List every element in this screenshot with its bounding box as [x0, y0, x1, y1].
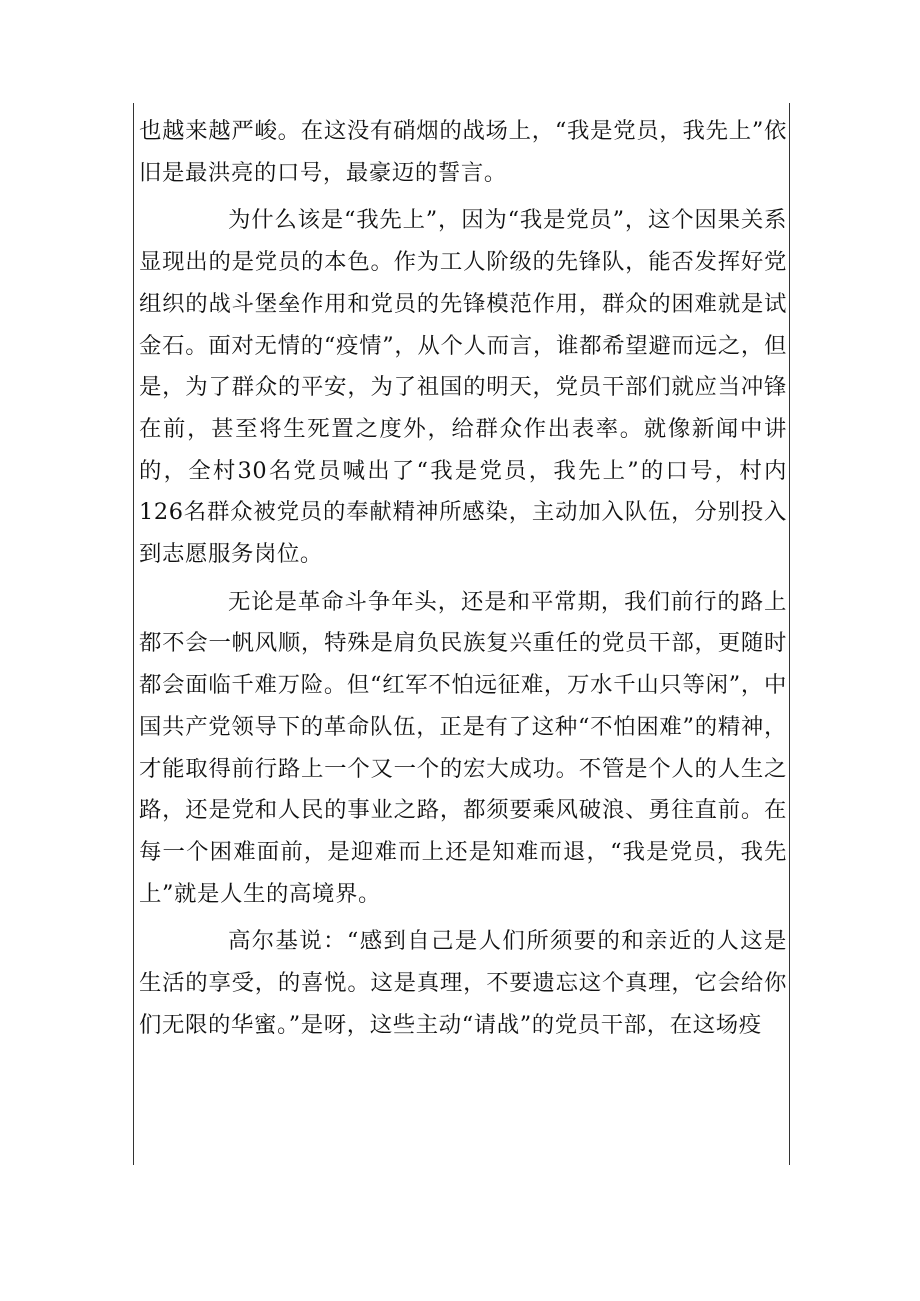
paragraph-4: 高尔基说：“感到自己是人们所须要的和亲近的人这是生活的享受，的喜悦。这是真理，不要遗忘这个真理，它会给你们无限的华蜜。”是呀，这些主动“请战”的党员干部，在这场疫: [139, 928, 787, 1038]
page-frame: [133, 103, 790, 1165]
paragraph-1: 也越来越严峻。在这没有硝烟的战场上，“我是党员，我先上”依旧是最洪亮的口号，最豪迈的誓言。: [139, 118, 787, 186]
paragraph-3: 无论是革命斗争年头，还是和平常期，我们前行的路上都不会一帆风顺，特殊是肩负民族复兴重任的党员干部，更随时都会面临千难万险。但“红军不怕远征难，万水千山只等闲”，中国共产党领导下的革命队伍，正是有了这种“不怕困难”的精神，才能取得前行路上一个又一个的宏大成功。不管是个人的人生之路，还是党和人民的事业之路，都须要乘风破浪、勇往直前。在每一个困难面前，是迎难而上还是知难而退，“我是党员，我先上”就是人生的高境界。: [139, 588, 787, 907]
document-body: [139, 111, 787, 1052]
frame-left-border: [133, 103, 134, 1165]
paragraph-2: 为什么该是“我先上”，因为“我是党员”，这个因果关系显现出的是党员的本色。作为工人阶级的先锋队，能否发挥好党组织的战斗堡垒作用和党员的先锋模范作用，群众的困难就是试金石。面对无情的“疫情”，从个人而言，谁都希望避而远之，但是，为了群众的平安，为了祖国的明天，党员干部们就应当冲锋在前，甚至将生死置之度外，给群众作出表率。就像新闻中讲的，全村30名党员喊出了“我是党员，我先上”的口号，村内126名群众被党员的奉献精神所感染，主动加入队伍，分别投入到志愿服务岗位。: [139, 207, 787, 568]
frame-right-border: [789, 103, 790, 1165]
